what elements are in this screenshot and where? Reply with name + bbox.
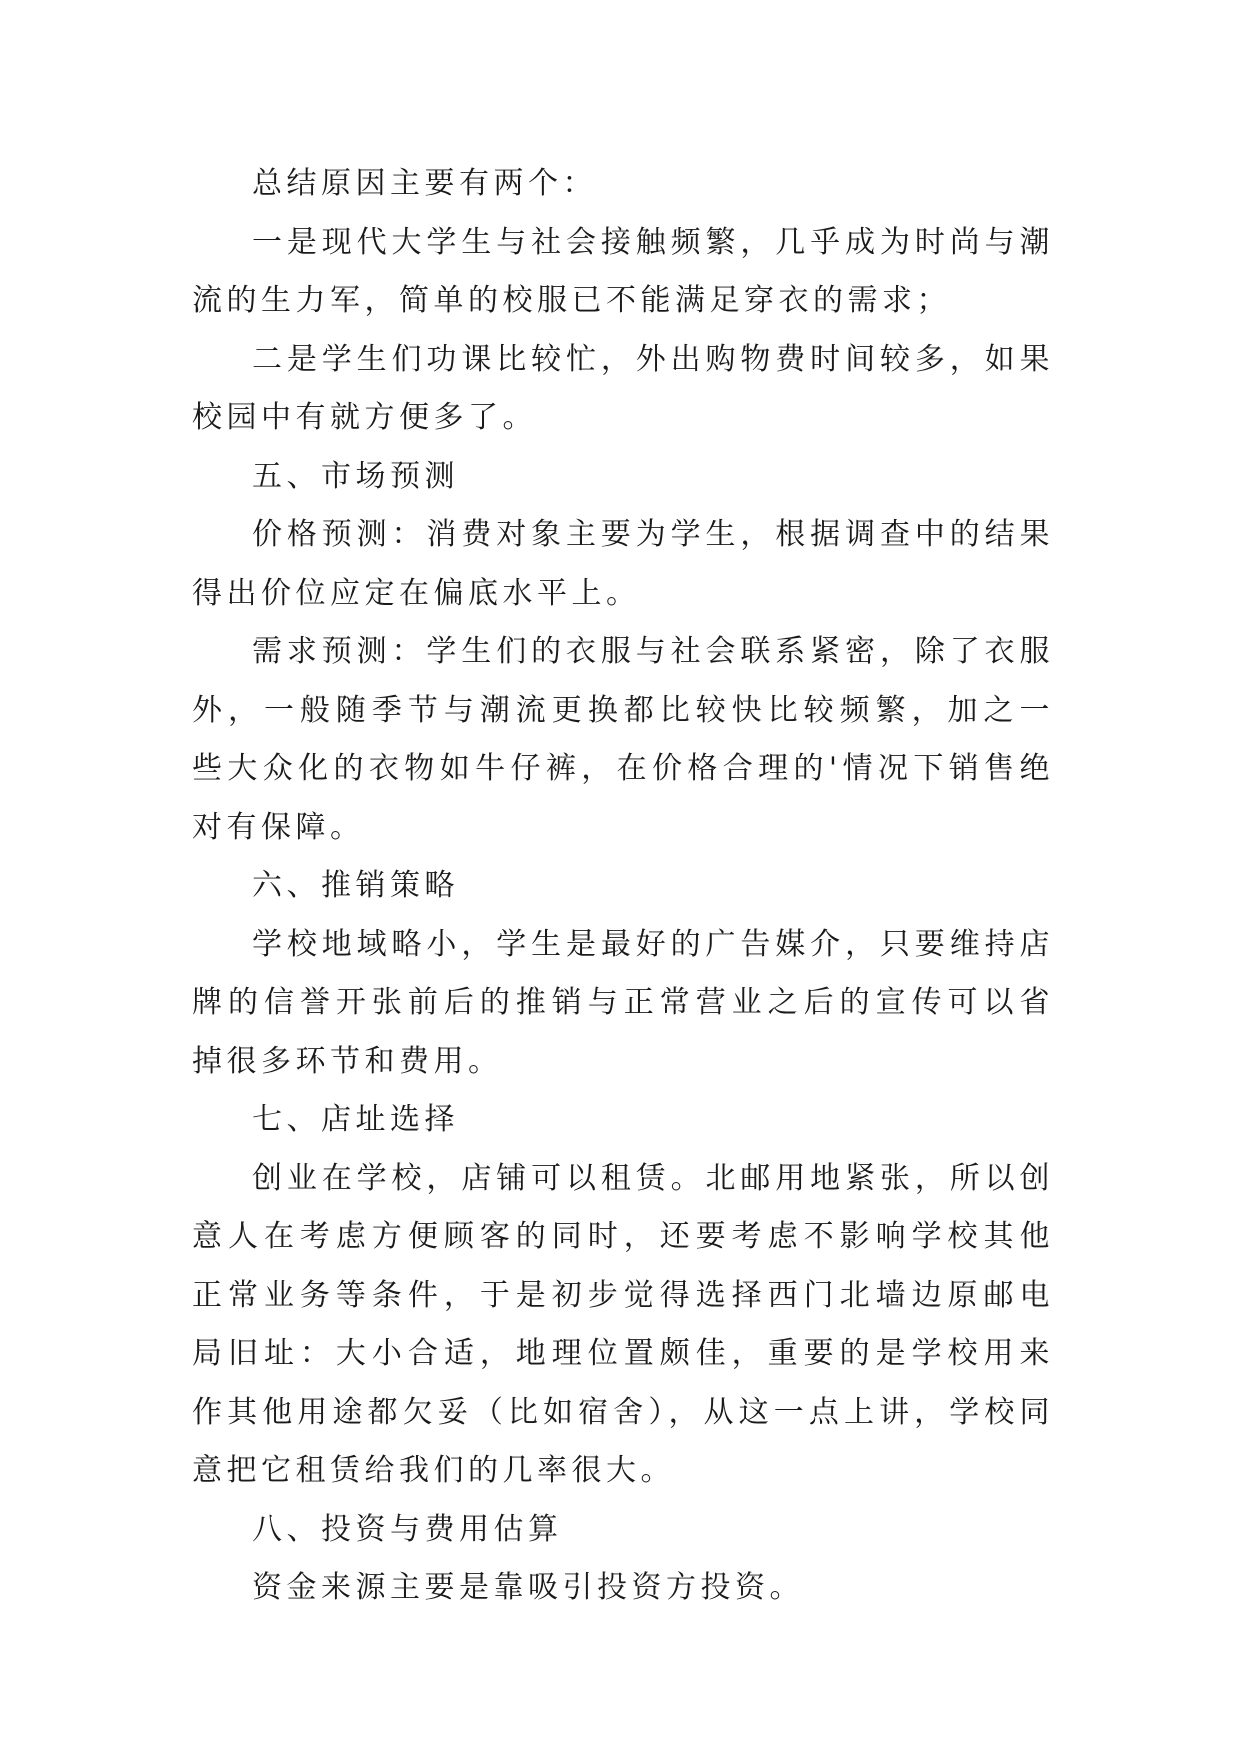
section-heading-store-location: 七、店址选择 [252, 1102, 459, 1137]
paragraph-demand-forecast: 需求预测：学生们的衣服与社会联系紧密，除了衣服外，一般随季节与潮流更换都比较快比较频繁，加之一些大众化的衣物如牛仔裤，在价格合理的'情况下销售绝对有保障。 [192, 634, 1054, 845]
section-heading-market-forecast: 五、市场预测 [252, 458, 459, 494]
paragraph-summary-reasons: 总结原因主要有两个： [252, 166, 597, 201]
paragraph-promotion-strategy: 学校地域略小，学生是最好的广告媒介，只要维持店牌的信誉开张前后的推销与正常营业之后的宣传可以省掉很多环节和费用。 [192, 926, 1054, 1079]
paragraph-reason-two: 二是学生们功课比较忙，外出购物费时间较多，如果校园中有就方便多了。 [192, 341, 1054, 435]
paragraph-reason-one: 一是现代大学生与社会接触频繁，几乎成为时尚与潮流的生力军，简单的校服已不能满足穿衣的需求； [192, 224, 1054, 318]
document-body [192, 155, 1054, 1618]
paragraph-price-forecast: 价格预测：消费对象主要为学生，根据调查中的结果得出价位应定在偏底水平上。 [192, 517, 1054, 611]
section-heading-investment-cost: 八、投资与费用估算 [252, 1511, 563, 1547]
paragraph-store-location: 创业在学校，店铺可以租赁。北邮用地紧张，所以创意人在考虑方便顾客的同时，还要考虑不影响学校其他正常业务等条件，于是初步觉得选择西门北墙边原邮电局旧址：大小合适，地理位置颇佳，重要的是学校用来作其他用途都欠妥（比如宿舍），从这一点上讲，学校同意把它租赁给我们的几率很大。 [192, 1160, 1054, 1488]
paragraph-funding-source: 资金来源主要是靠吸引投资方投资。 [252, 1570, 804, 1605]
section-heading-promotion-strategy: 六、推销策略 [252, 868, 459, 903]
